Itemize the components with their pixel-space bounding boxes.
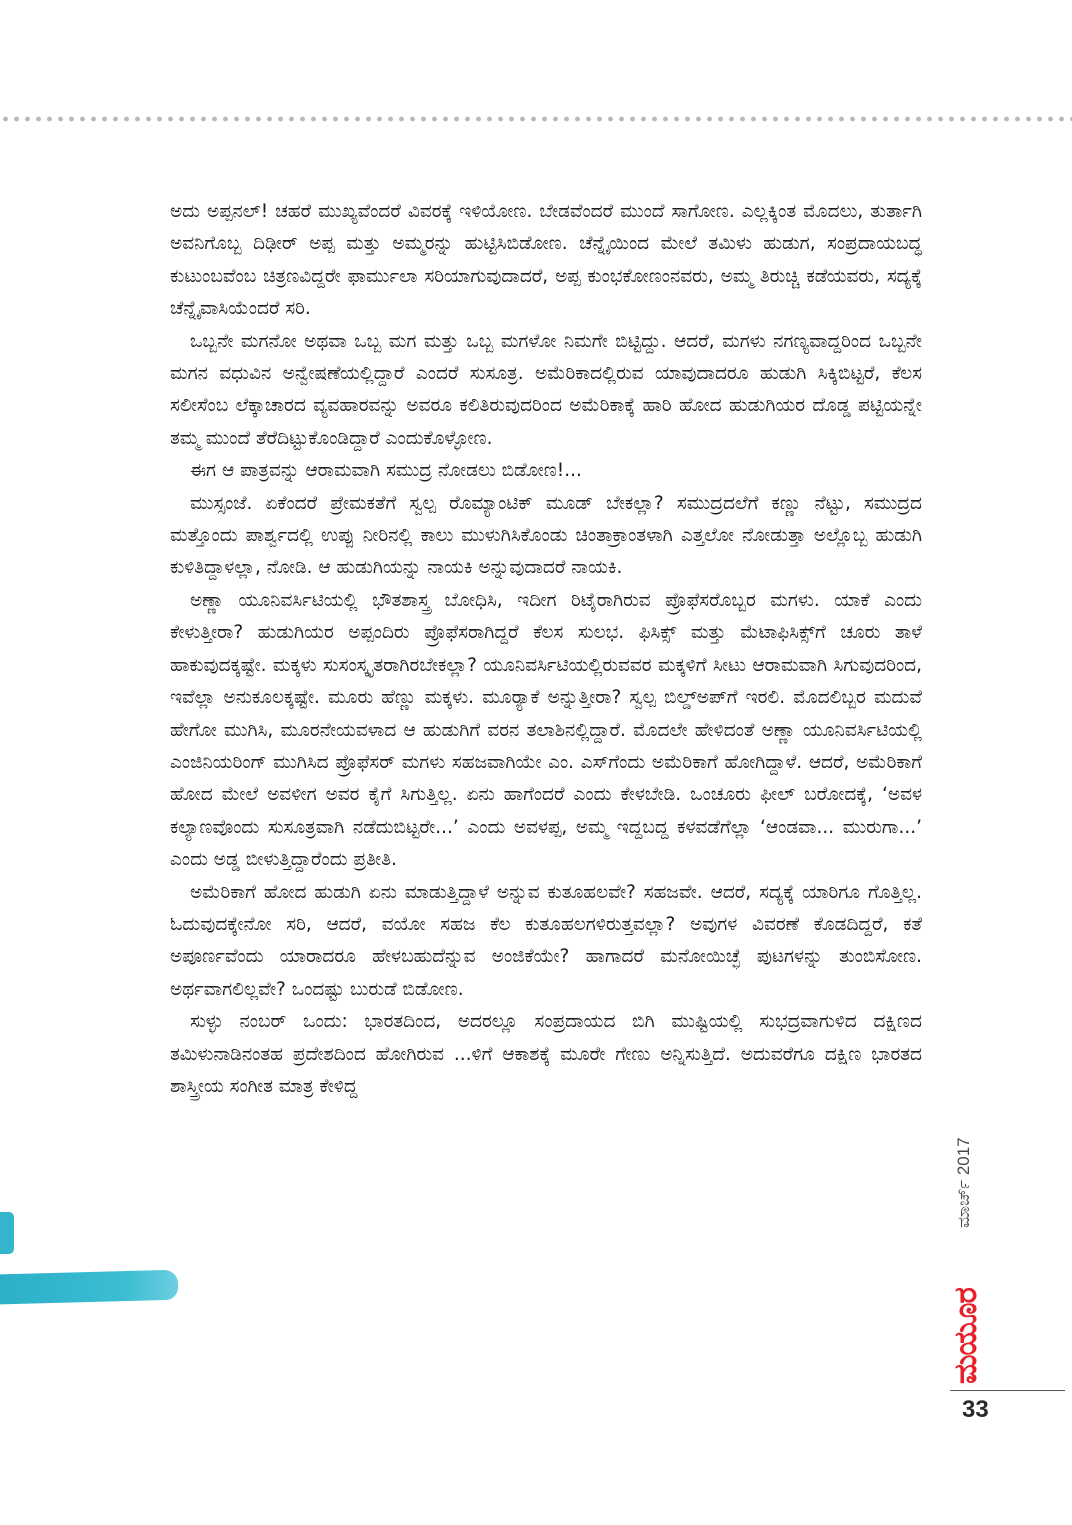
decorative-brush-stroke-small — [0, 1212, 14, 1254]
issue-date: ಮಾರ್ಚ್ 2017 — [954, 1137, 973, 1228]
article-paragraph-1: ಅದು ಅಪ್ಪನಲ್! ಚಹರೆ ಮುಖ್ಯವೆಂದರೆ ವಿವರಕ್ಕೆ ಇಳಿಯೋಣ. ಬೇಡವೆಂದರೆ ಮುಂದೆ ಸಾಗೋಣ. ಎಲ್ಲಕ್ಕಿಂತ ಮೊದಲು, ತುರ್ತಾಗಿ ಅವನಿಗೊಬ್ಬ ದಿಢೀರ್ ಅಪ್ಪ ಮತ್ತು ಅಮ್ಮರನ್ನು ಹುಟ್ಟಿಸಿಬಿಡೋಣ. ಚೆನ್ನೈಯಿಂದ ಮೇಲೆ ತಮಿಳು ಹುಡುಗ, ಸಂಪ್ರದಾಯಬದ್ಧ ಕುಟುಂಬವೆಂಬ ಚಿತ್ರಣವಿದ್ದರೇ ಫಾರ್ಮುಲಾ ಸರಿಯಾಗುವುದಾದರೆ, ಅಪ್ಪ ಕುಂಭಕೋಣಂನವರು, ಅಮ್ಮ ತಿರುಚ್ಚಿ ಕಡೆಯವರು, ಸದ್ಯಕ್ಕೆ ಚೆನ್ನೈವಾಸಿಯೆಂದರೆ ಸರಿ. — [170, 201, 922, 320]
folio-divider — [950, 1390, 1065, 1391]
article-paragraph-7: ಸುಳ್ಳು ನಂಬರ್ ಒಂದು: ಭಾರತದಿಂದ, ಅದರಲ್ಲೂ ಸಂಪ್ರದಾಯದ ಬಿಗಿ ಮುಷ್ಟಿಯಲ್ಲಿ ಸುಭದ್ರವಾಗುಳಿದ ದಕ್ಷಿಣದ ತಮಿಳುನಾಡಿನಂತಹ ಪ್ರದೇಶದಿಂದ ಹೋಗಿರುವ ...ಳಿಗೆ ಆಕಾಶಕ್ಕೆ ಮೂರೇ ಗೇಣು ಅನ್ನಿಸುತ್ತಿದೆ. ಅದುವರೆಗೂ ದಕ್ಷಿಣ ಭಾರತದ ಶಾಸ್ತ್ರೀಯ ಸಂಗೀತ ಮಾತ್ರ ಕೇಳಿದ್ದ — [170, 1011, 922, 1097]
article-paragraph-2: ಒಬ್ಬನೇ ಮಗನೋ ಅಥವಾ ಒಬ್ಬ ಮಗ ಮತ್ತು ಒಬ್ಬ ಮಗಳೋ ನಿಮಗೇ ಬಿಟ್ಟಿದ್ದು. ಆದರೆ, ಮಗಳು ನಗಣ್ಯವಾದ್ದರಿಂದ ಒಬ್ಬನೇ ಮಗನ ವಧುವಿನ ಅನ್ವೇಷಣೆಯಲ್ಲಿದ್ದಾರೆ ಎಂದರೆ ಸುಸೂತ್ರ. ಅಮೆರಿಕಾದಲ್ಲಿರುವ ಯಾವುದಾದರೂ ಹುಡುಗಿ ಸಿಕ್ಕಿಬಿಟ್ಟರೆ, ಕೆಲಸ ಸಲೀಸೆಂಬ ಲೆಕ್ಕಾಚಾರದ ವ್ಯವಹಾರವನ್ನು ಅವರೂ ಕಲಿತಿರುವುದರಿಂದ ಅಮೆರಿಕಾಕ್ಕೆ ಹಾರಿ ಹೋದ ಹುಡುಗಿಯರ ದೊಡ್ಡ ಪಟ್ಟಿಯನ್ನೇ ತಮ್ಮ ಮುಂದೆ ತೆರೆದಿಟ್ಟುಕೊಂಡಿದ್ದಾರೆ ಎಂದುಕೊಳ್ಳೋಣ. — [170, 330, 922, 449]
decorative-brush-stroke-large — [0, 1270, 178, 1305]
magazine-logo: ಮಯೂರ — [948, 1288, 984, 1384]
article-body — [170, 196, 922, 1103]
page-number: 33 — [962, 1396, 989, 1423]
magazine-sidebar — [948, 1108, 984, 1384]
article-paragraph-5: ಅಣ್ಣಾ ಯೂನಿವರ್ಸಿಟಿಯಲ್ಲಿ ಭೌತಶಾಸ್ತ್ರ ಬೋಧಿಸಿ, ಇದೀಗ ರಿಟೈರಾಗಿರುವ ಪ್ರೊಫೆಸರೊಬ್ಬರ ಮಗಳು. ಯಾಕೆ ಎಂದು ಕೇಳುತ್ತೀರಾ? ಹುಡುಗಿಯರ ಅಪ್ಪಂದಿರು ಪ್ರೊಫೆಸರಾಗಿದ್ದರೆ ಕೆಲಸ ಸುಲಭ. ಫಿಸಿಕ್ಸ್ ಮತ್ತು ಮೆಟಾಫಿಸಿಕ್ಸ್‌ಗೆ ಚೂರು ತಾಳೆ ಹಾಕುವುದಕ್ಕಷ್ಟೇ. ಮಕ್ಕಳು ಸುಸಂಸ್ಕೃತರಾಗಿರಬೇಕಲ್ಲಾ? ಯೂನಿವರ್ಸಿಟಿಯಲ್ಲಿರುವವರ ಮಕ್ಕಳಿಗೆ ಸೀಟು ಆರಾಮವಾಗಿ ಸಿಗುವುದರಿಂದ, ಇವೆಲ್ಲಾ ಅನುಕೂಲಕ್ಕಷ್ಟೇ. ಮೂರು ಹೆಣ್ಣು ಮಕ್ಕಳು. ಮೂರ್‍ಯಾಕೆ ಅನ್ನುತ್ತೀರಾ? ಸ್ವಲ್ಪ ಬಿಲ್ಡ್‌ಅಪ್‌ಗೆ ಇರಲಿ. ಮೊದಲಿಬ್ಬರ ಮದುವೆ ಹೇಗೋ ಮುಗಿಸಿ, ಮೂರನೇಯವಳಾದ ಆ ಹುಡುಗಿಗೆ ವರನ ತಲಾಶಿನಲ್ಲಿದ್ದಾರೆ. ಮೊದಲೇ ಹೇಳಿದಂತೆ ಅಣ್ಣಾ ಯೂನಿವರ್ಸಿಟಿಯಲ್ಲಿ ಎಂಜಿನಿಯರಿಂಗ್ ಮುಗಿಸಿದ ಪ್ರೊಫೆಸರ್ ಮಗಳು ಸಹಜವಾಗಿಯೇ ಎಂ. ಎಸ್‌ಗೆಂದು ಅಮೆರಿಕಾಗೆ ಹೋಗಿದ್ದಾಳೆ. ಆದರೆ, ಅಮೆರಿಕಾಗೆ ಹೋದ ಮೇಲೆ ಅವಳೀಗ ಅವರ ಕೈಗೆ ಸಿಗುತ್ತಿಲ್ಲ. ಏನು ಹಾಗೆಂದರೆ ಎಂದು ಕೇಳಬೇಡಿ. ಒಂಚೂರು ಫೀಲ್ ಬರೋದಕ್ಕೆ, ‘ಅವಳ ಕಲ್ಯಾಣವೊಂದು ಸುಸೂತ್ರವಾಗಿ ನಡೆದುಬಿಟ್ಟರೇ...’ ಎಂದು ಅವಳಪ್ಪ, ಅಮ್ಮ ಇದ್ದಬದ್ದ ಕಳವಡೆಗೆಲ್ಲಾ ‘ಆಂಡವಾ... ಮುರುಗಾ...’ ಎಂದು ಅಡ್ಡ ಬೀಳುತ್ತಿದ್ದಾರೆಂದು ಪ್ರತೀತಿ. — [170, 589, 922, 871]
article-paragraph-3: ಈಗ ಆ ಪಾತ್ರವನ್ನು ಆರಾಮವಾಗಿ ಸಮುದ್ರ ನೋಡಲು ಬಿಡೋಣ!... — [190, 460, 582, 482]
dotted-header-rule — [0, 115, 1072, 123]
article-paragraph-6: ಅಮೆರಿಕಾಗೆ ಹೋದ ಹುಡುಗಿ ಏನು ಮಾಡುತ್ತಿದ್ದಾಳೆ ಅನ್ನುವ ಕುತೂಹಲವೇ? ಸಹಜವೇ. ಆದರೆ, ಸದ್ಯಕ್ಕೆ ಯಾರಿಗೂ ಗೊತ್ತಿಲ್ಲ. ಓದುವುದಕ್ಕೇನೋ ಸರಿ, ಆದರೆ, ವಯೋ ಸಹಜ ಕೆಲ ಕುತೂಹಲಗಳಿರುತ್ತವಲ್ಲಾ? ಅವುಗಳ ವಿವರಣೆ ಕೊಡದಿದ್ದರೆ, ಕತೆ ಅಪೂರ್ಣವೆಂದು ಯಾರಾದರೂ ಹೇಳಬಹುದೆನ್ನುವ ಅಂಜಿಕೆಯೇ? ಹಾಗಾದರೆ ಮನೋಯಿಚ್ಛೆ ಪುಟಗಳನ್ನು ತುಂಬಿಸೋಣ. ಅರ್ಥವಾಗಲಿಲ್ಲವೇ? ಒಂದಷ್ಟು ಬುರುಡೆ ಬಿಡೋಣ. — [170, 881, 922, 1000]
article-paragraph-4: ಮುಸ್ಸಂಜೆ. ಏಕೆಂದರೆ ಪ್ರೇಮಕತೆಗೆ ಸ್ವಲ್ಪ ರೊಮ್ಯಾಂಟಿಕ್ ಮೂಡ್ ಬೇಕಲ್ಲಾ? ಸಮುದ್ರದಲೆಗೆ ಕಣ್ಣು ನೆಟ್ಟು, ಸಮುದ್ರದ ಮತ್ತೊಂದು ಪಾರ್ಶ್ವದಲ್ಲಿ ಉಪ್ಪು ನೀರಿನಲ್ಲಿ ಕಾಲು ಮುಳುಗಿಸಿಕೊಂಡು ಚಿಂತಾಕ್ರಾಂತಳಾಗಿ ಎತ್ತಲೋ ನೋಡುತ್ತಾ ಅಲ್ಲೊಬ್ಬ ಹುಡುಗಿ ಕುಳಿತಿದ್ದಾಳಲ್ಲಾ, ನೋಡಿ. ಆ ಹುಡುಗಿಯನ್ನು ನಾಯಕಿ ಅನ್ನುವುದಾದರೆ ನಾಯಕಿ. — [170, 492, 922, 579]
